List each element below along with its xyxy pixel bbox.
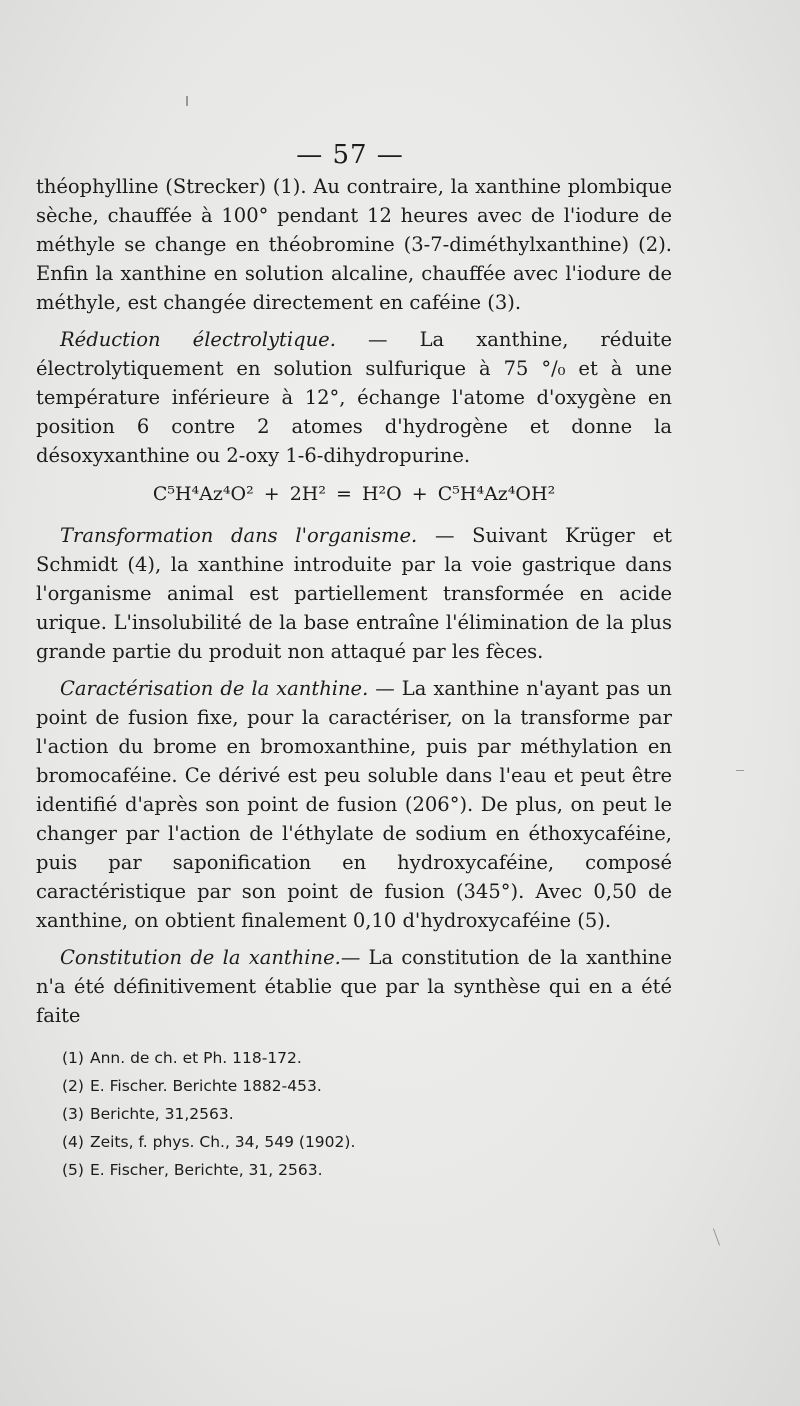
paragraph-lead: Réduction électrolytique. xyxy=(60,328,336,351)
chemical-equation: C⁵H⁴Az⁴O² + 2H² = H²O + C⁵H⁴Az⁴OH² xyxy=(152,483,556,505)
paragraph-organism xyxy=(36,521,672,666)
paragraph-reduction xyxy=(36,325,672,470)
footnote xyxy=(62,1044,662,1072)
paragraph-text: — La xanthine, réduite électrolytiquement en solution sulfurique à 75 °/₀ et à une température inférieure à 12°, échange l'atome d'oxygène en position 6 contre 2 atomes d'hydrogène et donne la désoxyxanthine ou 2-oxy 1-6-dihydropurine. xyxy=(36,328,673,467)
paragraph-lead: Transformation dans l'organisme. xyxy=(60,524,418,547)
paragraph-characterisation xyxy=(36,674,672,935)
scan-mark xyxy=(736,770,744,771)
footnote xyxy=(62,1100,662,1128)
footnote-text: Ann. de ch. et Ph. 118-172. xyxy=(89,1049,302,1067)
footnote-mark: (5) xyxy=(62,1161,84,1179)
paragraph-intro xyxy=(36,172,672,317)
page-number: — 57 — xyxy=(296,140,404,170)
paragraph-text: — Suivant Krüger et Schmidt (4), la xanthine introduite par la voie gastrique dans l'organisme animal est partiellement transformée en acide urique. L'insolubilité de la base entraîne l'élimination de la plus grande partie du produit non attaqué par les fèces. xyxy=(36,524,672,663)
paragraph-constitution xyxy=(36,943,672,1030)
paragraph-text: — La constitution de la xanthine n'a été définitivement établie que par la synthèse qui en a été faite xyxy=(36,946,672,1027)
footnote-text: Zeits, f. phys. Ch., 34, 549 (1902). xyxy=(89,1133,356,1151)
paragraph-text: théophylline (Strecker) (1). Au contraire, la xanthine plombique sèche, chauffée à 100° pendant 12 heures avec de l'iodure de méthyle se change en théobromine (3-7-diméthylxanthine) (2). Enfin la xanthine en solution alcaline, chauffée avec l'iodure de méthyle, est changée directement en caféine (3). xyxy=(36,175,672,314)
footnote-text: E. Fischer. Berichte 1882-453. xyxy=(89,1077,322,1095)
footnote xyxy=(62,1072,662,1100)
paragraph-text: — La xanthine n'ayant pas un point de fusion fixe, pour la caractériser, on la transforme par l'action du brome en bromoxanthine, puis par méthylation en bromocaféine. Ce dérivé est peu soluble dans l'eau et peut être identifié d'après son point de fusion (206°). De plus, on peut le changer par l'action de l'éthylate de sodium en éthoxycaféine, puis par saponification en hydroxycaféine, composé caractéristique par son point de fusion (345°). Avec 0,50 de xanthine, on obtient finalement 0,10 d'hydroxycaféine (5). xyxy=(36,677,672,932)
footnote-mark: (2) xyxy=(62,1077,84,1095)
footnote-text: E. Fischer, Berichte, 31, 2563. xyxy=(89,1161,323,1179)
footnotes xyxy=(62,1044,662,1184)
footnote-text: Berichte, 31,2563. xyxy=(89,1105,234,1123)
scan-mark xyxy=(713,1228,720,1245)
paragraph-lead: Constitution de la xanthine. xyxy=(60,946,341,969)
scan-mark xyxy=(186,96,188,106)
footnote-mark: (3) xyxy=(62,1105,84,1123)
footnote xyxy=(62,1156,662,1184)
body-text xyxy=(36,172,672,1038)
footnote-mark: (1) xyxy=(62,1049,84,1067)
paragraph-lead: Caractérisation de la xanthine. xyxy=(60,677,369,700)
footnote-mark: (4) xyxy=(62,1133,84,1151)
footnote xyxy=(62,1128,662,1156)
